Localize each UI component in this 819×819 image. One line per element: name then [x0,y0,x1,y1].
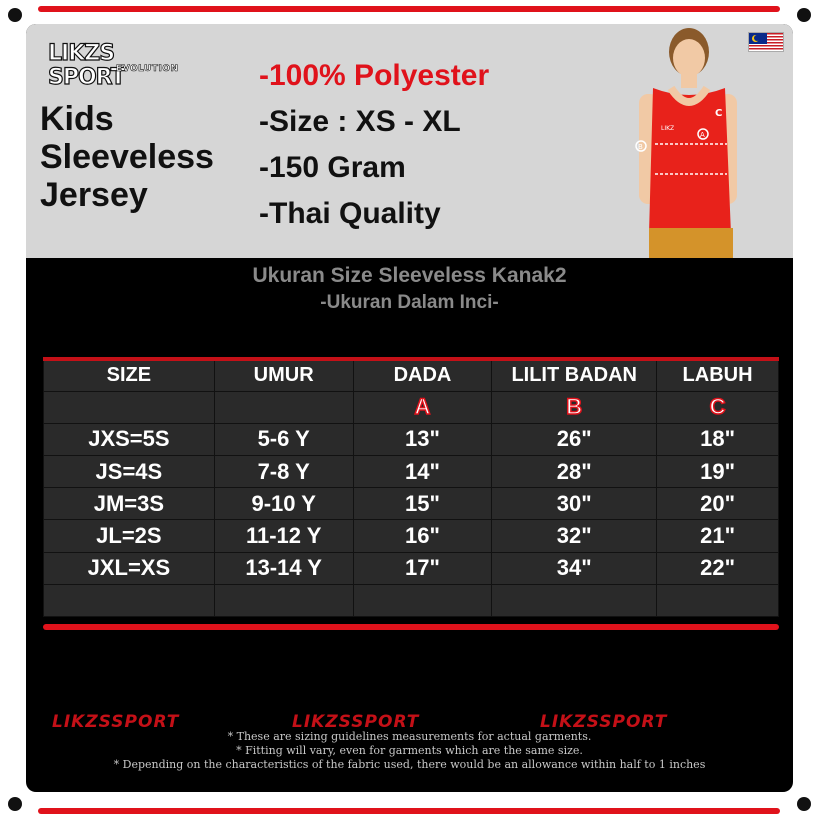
logo-sub-text: EVOLUTION [116,64,179,74]
marker-cell [44,391,215,423]
brand-watermark: LIKZSSPORT [540,712,668,732]
cell-umur: 9-10 Y [214,488,353,520]
marker-cell [214,391,353,423]
logo-main-text: LIKZS SPORT [48,41,125,90]
corner-dot [8,797,22,811]
marker-c-icon: C [657,391,779,423]
cell-size: JXS=5S [44,423,215,455]
marker-row [44,391,779,423]
cell-labuh: 18" [657,423,779,455]
header-dada: DADA [353,359,492,391]
spec-size: -Size : XS - XL [259,105,461,138]
cell-dada: 13" [353,423,492,455]
brand-logo [48,41,194,90]
marker-b-icon: B [492,391,657,423]
table-row-empty [44,584,779,616]
svg-text:LIKZ: LIKZ [661,125,675,132]
spec-weight: -150 Gram [259,151,406,184]
table-row [44,423,779,455]
cell-size: JXL=XS [44,552,215,584]
svg-text:A: A [700,131,705,139]
title-line: Kids [40,100,114,138]
bottom-red-bar [38,808,780,814]
malaysia-flag-icon [748,32,784,52]
table-row [44,488,779,520]
empty-cell [492,584,657,616]
empty-cell [214,584,353,616]
svg-text:B: B [638,143,643,151]
top-red-bar [38,6,780,12]
cell-size: JM=3S [44,488,215,520]
size-section-subtitle: -Ukuran Dalam Inci- [320,292,499,313]
cell-lilit-badan: 28" [492,456,657,488]
cell-lilit-badan: 32" [492,520,657,552]
cell-umur: 11-12 Y [214,520,353,552]
cell-labuh: 21" [657,520,779,552]
cell-lilit-badan: 34" [492,552,657,584]
product-title [40,100,214,214]
cell-dada: 14" [353,456,492,488]
table-row [44,456,779,488]
corner-dot [797,8,811,22]
cell-lilit-badan: 30" [492,488,657,520]
cell-dada: 16" [353,520,492,552]
cell-labuh: 19" [657,456,779,488]
header-size: SIZE [44,359,215,391]
svg-text:C: C [715,108,723,119]
cell-size: JL=2S [44,520,215,552]
size-section-title: Ukuran Size Sleeveless Kanak2 [252,264,567,287]
cell-lilit-badan: 26" [492,423,657,455]
corner-dot [797,797,811,811]
size-table [43,357,779,617]
spec-material: -100% Polyester [259,59,490,92]
table-divider [43,624,779,630]
header-lilit-badan: LILIT BADAN [492,359,657,391]
spec-quality: -Thai Quality [259,197,441,230]
header-labuh: LABUH [657,359,779,391]
sizing-note: * Fitting will vary, even for garments which are the same size. [236,744,583,757]
title-line: Sleeveless [40,138,214,176]
empty-cell [353,584,492,616]
title-line: Jersey [40,176,148,214]
cell-umur: 7-8 Y [214,456,353,488]
cell-umur: 13-14 Y [214,552,353,584]
empty-cell [657,584,779,616]
header-umur: UMUR [214,359,353,391]
header-panel [26,24,793,258]
brand-watermark: LIKZSSPORT [52,712,180,732]
cell-labuh: 20" [657,488,779,520]
corner-dot [8,8,22,22]
table-header-row [44,359,779,391]
cell-dada: 17" [353,552,492,584]
cell-labuh: 22" [657,552,779,584]
sizing-note: * Depending on the characteristics of the fabric used, there would be an allowance within half to 1 inches [113,758,706,771]
brand-watermark: LIKZSSPORT [292,712,420,732]
table-row [44,552,779,584]
content-card [26,24,793,792]
cell-size: JS=4S [44,456,215,488]
sizing-note: * These are sizing guidelines measurements for actual garments. [227,730,592,743]
empty-cell [44,584,215,616]
cell-umur: 5-6 Y [214,423,353,455]
marker-a-icon: A [353,391,492,423]
table-row [44,520,779,552]
kid-model-image [631,24,741,258]
cell-dada: 15" [353,488,492,520]
